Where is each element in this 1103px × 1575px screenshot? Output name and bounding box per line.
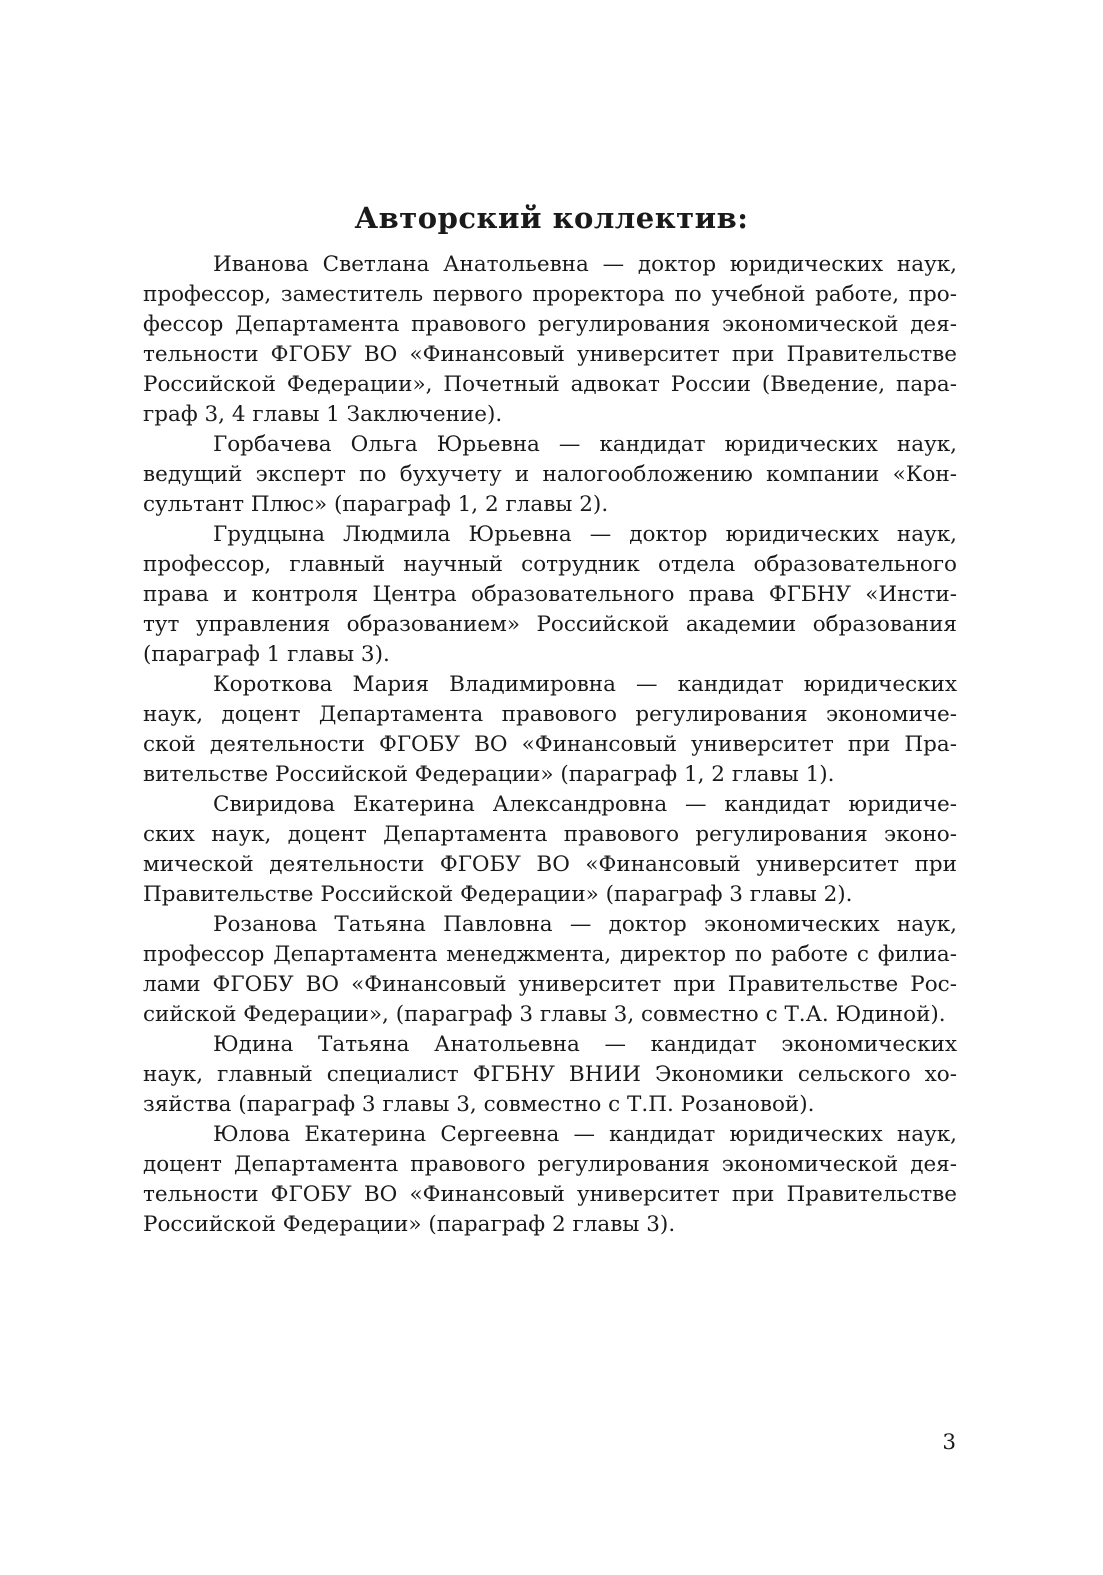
author-entry-line: Российской Федерации», Почетный адвокат России (Введение, пара- <box>143 372 957 397</box>
author-entry <box>143 250 957 430</box>
author-entry-first-line: Юлова Екатерина Сергеевна — кандидат юридических наук, <box>213 1122 957 1147</box>
author-list <box>143 250 957 1240</box>
author-entry-line: сийской Федерации», (параграф 3 главы 3, совместно с Т.А. Юдиной). <box>143 1002 946 1027</box>
author-entry-line: зяйства (параграф 3 главы 3, совместно с Т.П. Розановой). <box>143 1092 815 1117</box>
page-title: Авторский коллектив: <box>354 201 749 235</box>
author-entry-line: права и контроля Центра образовательного права ФГБНУ «Инсти- <box>143 582 957 607</box>
author-entry-first-line: Короткова Мария Владимировна — кандидат юридических <box>213 672 957 697</box>
author-entry <box>143 670 957 790</box>
author-entry-line: мической деятельности ФГОБУ ВО «Финансовый университет при <box>143 852 957 877</box>
author-entry-line: ских наук, доцент Департамента правового регулирования эконо- <box>143 822 957 847</box>
author-entry-line: наук, главный специалист ФГБНУ ВНИИ Экономики сельского хо- <box>143 1062 957 1087</box>
author-entry-line: граф 3, 4 главы 1 Заключение). <box>143 402 503 427</box>
author-entry-line: Правительстве Российской Федерации» (параграф 3 главы 2). <box>143 882 853 907</box>
author-entry <box>143 1030 957 1120</box>
author-entry-line: доцент Департамента правового регулирования экономической дея- <box>143 1152 957 1177</box>
author-entry-first-line: Юдина Татьяна Анатольевна — кандидат экономических <box>213 1032 957 1057</box>
author-entry <box>143 1120 957 1240</box>
author-entry-first-line: Грудцына Людмила Юрьевна — доктор юридических наук, <box>213 522 957 547</box>
author-entry <box>143 520 957 670</box>
author-entry-line: тельности ФГОБУ ВО «Финансовый университет при Правительстве <box>143 1182 957 1207</box>
author-entry-first-line: Горбачева Ольга Юрьевна — кандидат юридических наук, <box>213 432 957 457</box>
author-entry <box>143 910 957 1030</box>
author-entry <box>143 430 957 520</box>
author-entry-first-line: Иванова Светлана Анатольевна — доктор юридических наук, <box>213 252 957 277</box>
author-entry-line: тут управления образованием» Российской академии образования <box>143 612 957 637</box>
author-entry-line: профессор Департамента менеджмента, директор по работе с филиа- <box>143 942 957 967</box>
author-entry <box>143 790 957 910</box>
author-entry-line: сультант Плюс» (параграф 1, 2 главы 2). <box>143 492 609 517</box>
author-entry-line: фессор Департамента правового регулирования экономической дея- <box>143 312 957 337</box>
author-entry-line: наук, доцент Департамента правового регулирования экономиче- <box>143 702 957 727</box>
author-entry-line: лами ФГОБУ ВО «Финансовый университет при Правительстве Рос- <box>143 972 957 997</box>
author-entry-line: Российской Федерации» (параграф 2 главы 3). <box>143 1212 676 1237</box>
author-entry-line: ской деятельности ФГОБУ ВО «Финансовый университет при Пра- <box>143 732 957 757</box>
author-entry-line: (параграф 1 главы 3). <box>143 642 390 667</box>
author-entry-line: ведущий эксперт по бухучету и налогообложению компании «Кон- <box>143 462 957 487</box>
page-number: 3 <box>942 1430 956 1455</box>
author-entry-first-line: Свиридова Екатерина Александровна — кандидат юридиче- <box>213 792 957 817</box>
author-entry-line: профессор, главный научный сотрудник отдела образовательного <box>143 552 957 577</box>
author-entry-line: вительстве Российской Федерации» (параграф 1, 2 главы 1). <box>143 762 835 787</box>
author-entry-line: тельности ФГОБУ ВО «Финансовый университет при Правительстве <box>143 342 957 367</box>
author-entry-line: профессор, заместитель первого проректора по учебной работе, про- <box>143 282 957 307</box>
author-entry-first-line: Розанова Татьяна Павловна — доктор экономических наук, <box>213 912 957 937</box>
